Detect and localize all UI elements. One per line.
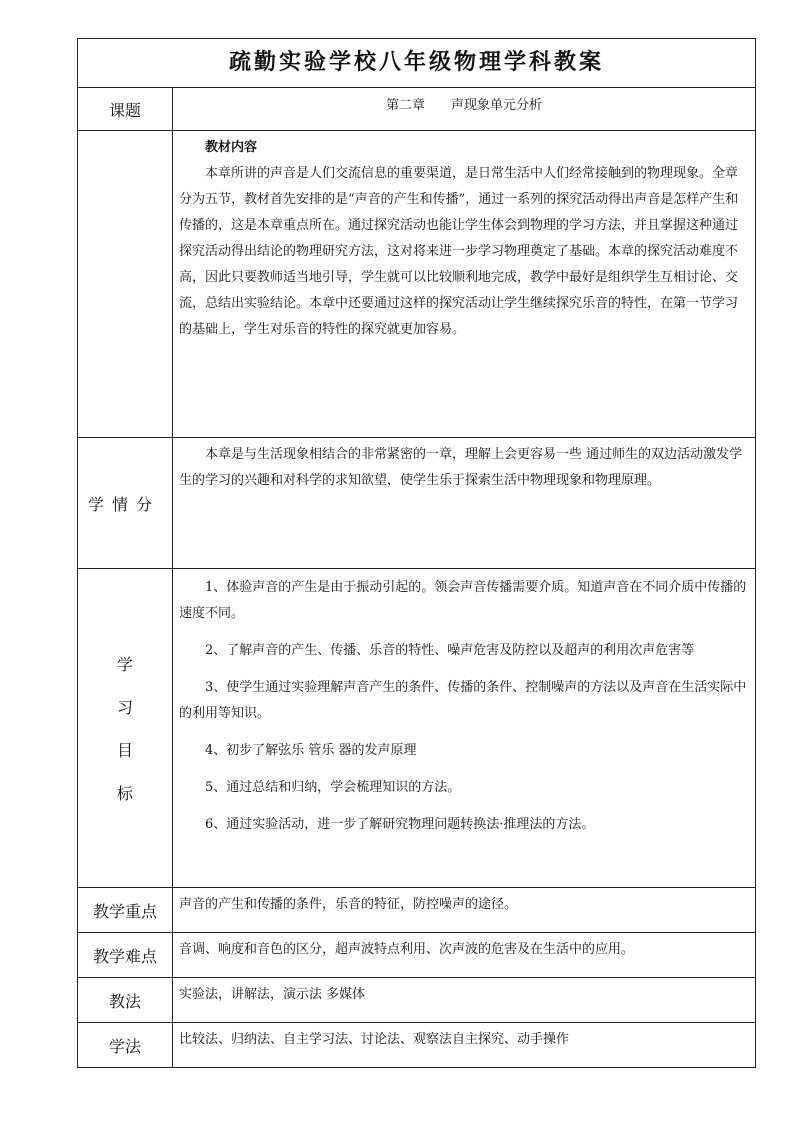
goals-label-char: 习 <box>116 698 133 717</box>
goals-label <box>78 569 173 888</box>
student-analysis-label: 学情分 <box>78 438 173 569</box>
content-paragraph: 本章所讲的声音是人们交流信息的重要渠道，是日常生活中人们经常接触到的物理现象。全章分为五节，教材首先安排的是“声音的产生和传播”，通过一系列的探究活动得出声音是怎样产生和传播的，这是本章重点所在。通过探究活动也能让学生体会到物理的学习方法，并且掌握这种通过探究活动得出结论的物理研究方法，这对将来进一步学习物理奠定了基础。本章的探究活动难度不高，因此只要教师适当地引导，学生就可以比较顺利地完成，教学中最好是组织学生互相讨论、交流，总结出实验结论。本章中还要通过这样的探究活动让学生继续探究乐音的特性，在第一节学习的基础上，学生对乐音的特性的探究就更加容易。 <box>179 166 739 337</box>
goals-cell <box>173 569 756 888</box>
teaching-method-text: 实验法，讲解法，演示法 多媒体 <box>173 978 756 1023</box>
goals-label-char: 学 <box>116 655 133 674</box>
goal-item: 1、体验声音的产生是由于振动引起的。领会声音传播需要介质。知道声音在不同介质中传播的速度不同。 <box>179 580 747 621</box>
key-points-text: 声音的产生和传播的条件，乐音的特征，防控噪声的途径。 <box>173 888 756 933</box>
teaching-method-label: 教法 <box>78 978 173 1023</box>
goal-item: 2、了解声音的产生、传播、乐音的特性、噪声危害及防控以及超声的利用次声危害等 <box>205 643 695 658</box>
goal-item: 5、通过总结和归纳，学会梳理知识的方法。 <box>205 780 461 795</box>
key-points-label: 教学重点 <box>78 888 173 933</box>
difficulties-label: 教学难点 <box>78 933 173 978</box>
lesson-plan-table <box>77 38 756 1068</box>
title-cell <box>78 39 756 88</box>
goals-label-char: 目 <box>116 741 133 760</box>
topic-value: 第二章 声现象单元分析 <box>173 88 756 131</box>
goals-label-char: 标 <box>116 784 133 803</box>
goal-item: 6、通过实验活动，进一步了解研究物理问题转换法·推理法的方法。 <box>205 817 595 832</box>
goal-item: 4、初步了解弦乐 管乐 器的发声原理 <box>205 743 417 758</box>
difficulties-text: 音调、响度和音色的区分，超声波特点利用、次声波的危害及在生活中的应用。 <box>173 933 756 978</box>
learning-method-text: 比较法、归纳法、自主学习法、讨论法、观察法自主探究、动手操作 <box>173 1023 756 1068</box>
student-analysis-cell <box>173 438 756 569</box>
content-cell <box>173 131 756 438</box>
document-title: 疏勤实验学校八年级物理学科教案 <box>229 50 605 75</box>
content-heading: 教材内容 <box>205 140 258 155</box>
topic-label: 课题 <box>78 88 173 131</box>
learning-method-label: 学法 <box>78 1023 173 1068</box>
student-analysis-text: 本章是与生活现象相结合的非常紧密的一章，理解上会更容易一些 通过师生的双边活动激发学生的学习的兴趣和对科学的求知欲望，使学生乐于探索生活中物理现象和物理原理。 <box>179 447 743 488</box>
goal-item: 3、使学生通过实验理解声音产生的条件、传播的条件、控制噪声的方法以及声音在生活实际中的利用等知识。 <box>179 680 747 721</box>
content-label-cell <box>78 131 173 438</box>
